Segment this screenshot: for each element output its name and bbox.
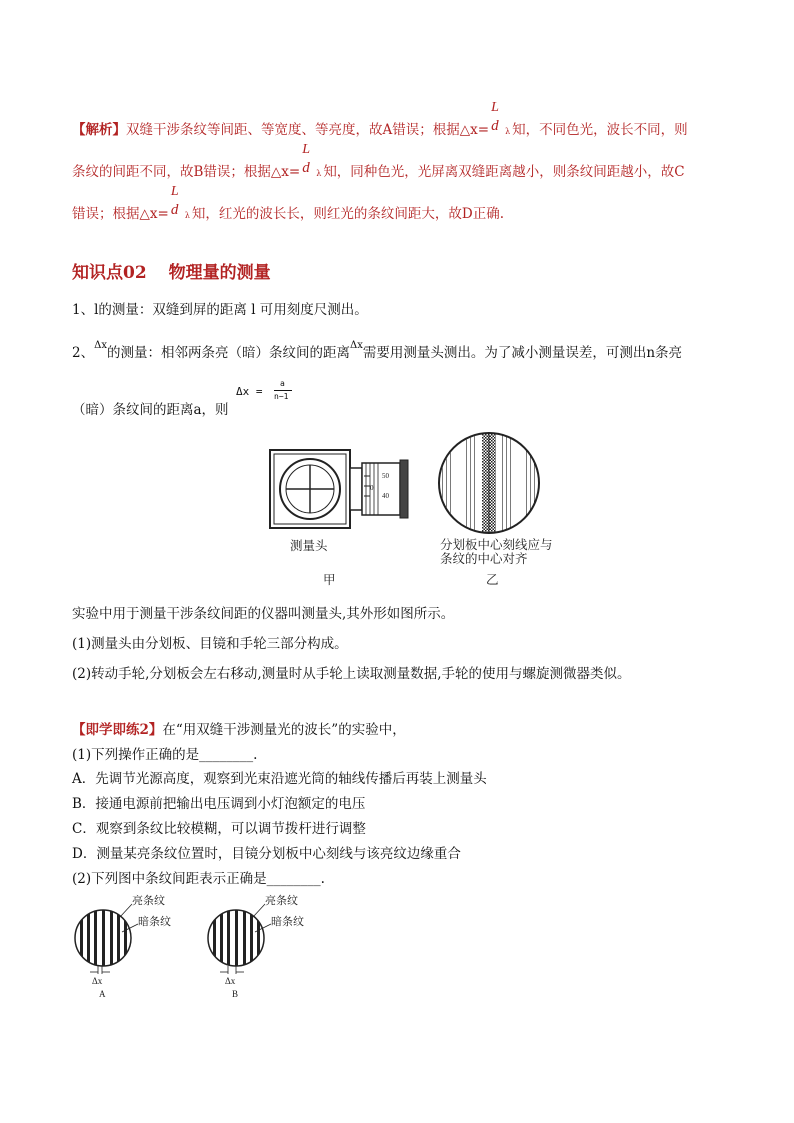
option-c: C．观察到条纹比较模糊，可以调节拨杆进行调整	[72, 821, 366, 837]
question-1: (1)下列操作正确的是________.	[72, 747, 258, 763]
delta-x: △x=	[459, 122, 490, 138]
fraction-l-over-d: L d	[170, 184, 179, 218]
item-1: 1、l的测量：双缝到屏的距离 l 可用刻度尺测出。	[72, 302, 368, 318]
analysis-tag: 【解析】	[72, 122, 126, 138]
analysis-text-2b: 知，同种色光，光屏离双缝距离越小，则条纹间距越小，故C	[323, 164, 685, 180]
item-2-line-2: （暗）条纹间的距离a，则	[72, 402, 229, 418]
scale-0: 0	[370, 484, 374, 492]
diagram-a-label: A	[99, 989, 106, 999]
section-title: 物理量的测量	[168, 263, 271, 283]
analysis-text-2a: 条纹的间距不同，故B错误；根据	[72, 164, 271, 180]
dark-fringe-label: 暗条纹	[138, 915, 171, 928]
lambda-symbol: λ	[505, 127, 511, 136]
delta-x-label: Δx	[225, 976, 236, 986]
analysis-text-1b: 知，不同色光，波长不同，则	[512, 122, 688, 138]
fraction-l-over-d: L d	[302, 142, 311, 176]
exercise-tag: 【即学即练2】	[72, 722, 163, 738]
reticle-caption-2: 条纹的中心对齐	[440, 551, 528, 566]
bright-fringe-label: 亮条纹	[132, 894, 165, 907]
delta-x: △x=	[139, 206, 169, 222]
option-a: A．先调节光源高度，观察到光束沿遮光筒的轴线传播后再装上测量头	[72, 771, 487, 787]
reticle-caption-1: 分划板中心刻线应与	[440, 537, 553, 552]
scale-40: 40	[382, 492, 389, 500]
diagram-b-label: B	[232, 989, 239, 999]
desc-3: (2)转动手轮,分划板会左右移动,测量时从手轮上读取测量数据,手轮的使用与螺旋测微器类似。	[72, 666, 631, 682]
desc-2: (1)测量头由分划板、目镜和手轮三部分构成。	[72, 636, 348, 652]
fringe-diagram-a	[70, 892, 200, 1002]
dx-symbol: Δx	[349, 340, 363, 351]
analysis-line-2	[72, 142, 685, 180]
section-number: 知识点02	[72, 263, 147, 283]
item-2: 2、$^{\Delta x}$的测量：相邻两条亮（暗）条纹间的距离$^{\Delta x}$需要用测量头测出。为了减小测量误差，可测出n条亮	[72, 340, 683, 361]
lambda-symbol: λ	[316, 169, 322, 178]
analysis-text-3b: 知，红光的波长长，则红光的条纹间距大，故D正确.	[191, 206, 505, 222]
fraction-l-over-d: L d	[491, 100, 499, 134]
lambda-symbol: λ	[184, 211, 190, 220]
analysis-text-3a: 错误；根据	[72, 206, 140, 222]
scale-50: 50	[382, 472, 389, 480]
bright-fringe-label: 亮条纹	[265, 894, 298, 907]
delta-x-label: Δx	[92, 976, 103, 986]
exercise-header	[72, 718, 406, 738]
dx-symbol: Δx	[94, 340, 107, 351]
dark-fringe-label: 暗条纹	[271, 915, 304, 928]
measuring-head-caption: 测量头	[290, 538, 328, 553]
analysis-line-3	[72, 184, 505, 222]
reticle-fringe-diagram	[434, 428, 544, 538]
figure-label-jia: 甲	[323, 572, 336, 587]
exercise-intro: 在“用双缝干涉测量光的波长”的实验中，	[162, 722, 406, 738]
analysis-text-1a: 双缝干涉条纹等间距、等宽度、等亮度，故A错误；根据	[126, 122, 460, 138]
question-2: (2)下列图中条纹间距表示正确是________.	[72, 871, 325, 887]
option-d: D．测量某亮条纹位置时，目镜分划板中心刻线与该亮纹边缘重合	[72, 846, 461, 862]
analysis-line-1	[72, 100, 688, 138]
figure-label-yi: 乙	[486, 572, 499, 587]
option-b: B．接通电源前把输出电压调到小灯泡额定的电压	[72, 796, 366, 812]
delta-x: △x=	[270, 164, 301, 180]
fringe-diagram-b	[203, 892, 333, 1002]
section-heading	[72, 258, 271, 283]
measuring-head-diagram	[268, 448, 418, 548]
desc-1: 实验中用于测量干涉条纹间距的仪器叫测量头,其外形如图所示。	[72, 606, 455, 622]
